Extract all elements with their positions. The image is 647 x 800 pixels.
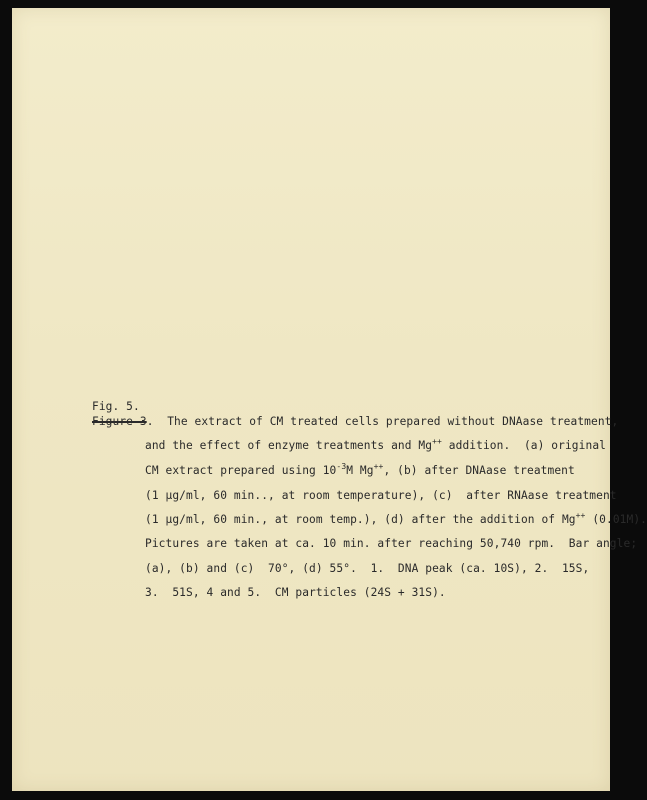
caption-line-3-text-c: , (b) after DNAase treatment: [383, 464, 575, 477]
caption-line-2-text-b: addition. (a) original: [441, 439, 606, 452]
caption-line-7: (a), (b) and (c) 70°, (d) 55°. 1. DNA peak (ca. 10S), 2. 15S,: [145, 562, 590, 575]
caption-line-3: [145, 462, 575, 477]
caption-line-2-text-a: and the effect of enzyme treatments and Mg: [145, 439, 433, 452]
caption-line-4: (1 μg/ml, 60 min.., at room temperature), (c) after RNAase treatment: [145, 489, 617, 502]
caption-line-6: Pictures are taken at ca. 10 min. after reaching 50,740 rpm. Bar angle;: [145, 537, 638, 550]
caption-line-3-text-b: M Mg: [346, 464, 374, 477]
caption-line-5: [145, 511, 647, 526]
caption-line-5-text-b: (0.01M).: [585, 513, 647, 526]
caption-line-2: [145, 437, 606, 452]
superscript-charge: ++: [575, 511, 586, 520]
superscript-charge: ++: [432, 437, 442, 446]
struck-out-word: Figure 3: [92, 415, 147, 428]
superscript-charge: ++: [373, 462, 384, 471]
superscript-exponent: -3: [336, 462, 347, 471]
figure-label: Fig. 5.: [92, 400, 140, 413]
paper-sheet: [12, 8, 647, 791]
caption-line-1-text: . The extract of CM treated cells prepared without DNAase treatment,: [146, 415, 619, 428]
caption-line-8: 3. 51S, 4 and 5. CM particles (24S + 31S).: [145, 586, 446, 599]
caption-line-5-text-a: (1 μg/ml, 60 min., at room temp.), (d) after the addition of Mg: [145, 513, 576, 526]
caption-line-1: [92, 416, 618, 427]
caption-line-3-text-a: CM extract prepared using 10: [145, 464, 337, 477]
